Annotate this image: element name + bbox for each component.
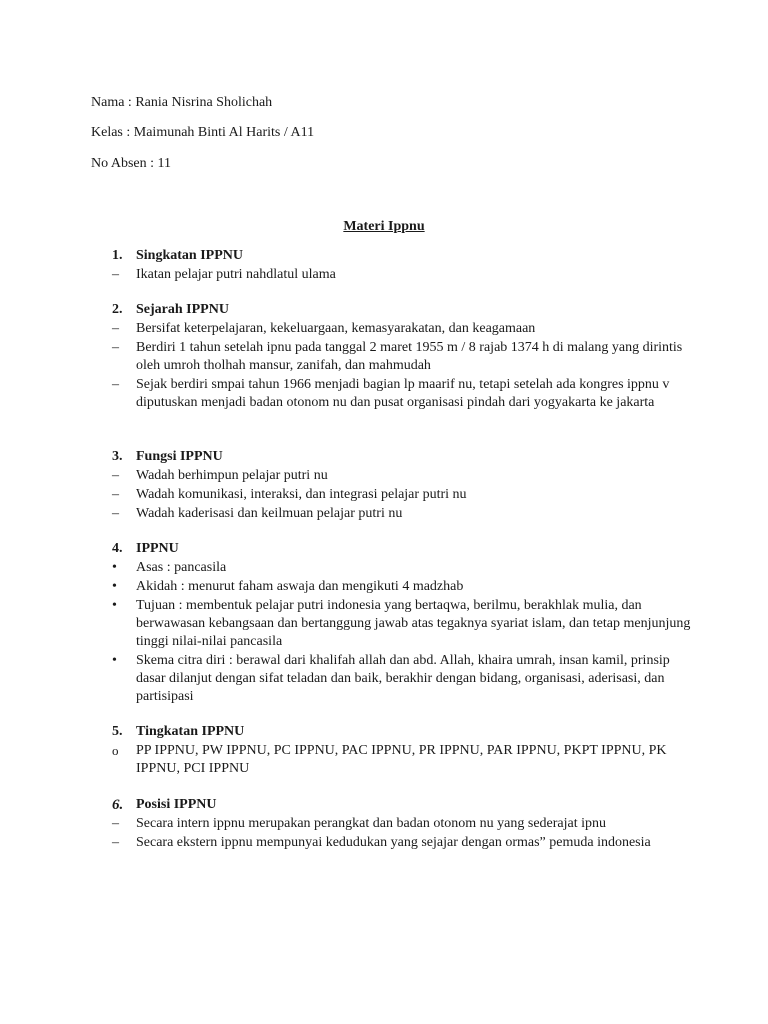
list-item: • Skema citra diri : berawal dari khalifah allah dan abd. Allah, khaira umrah, insan kamil, prinsip dasar dilanjut dengan sifat teladan dan baik, berakhir dengan bidang, organisasi, aderisasi, dan partisipasi [112, 652, 702, 706]
student-absence-number: No Absen : 11 [91, 156, 171, 171]
section-number: 2. [112, 302, 123, 317]
section-fungsi [112, 448, 702, 524]
dash-marker [112, 467, 128, 485]
circle-marker [112, 742, 128, 761]
list-item: – Wadah komunikasi, interaksi, dan integrasi pelajar putri nu [112, 486, 702, 504]
student-class: Kelas : Maimunah Binti Al Harits / A11 [91, 125, 315, 140]
dash-marker [112, 376, 128, 394]
dash-marker [112, 834, 128, 852]
list-item: – Wadah berhimpun pelajar putri nu [112, 467, 702, 485]
section-number: 3. [112, 449, 123, 464]
section-title: IPPNU [136, 541, 179, 556]
list-item: • Akidah : menurut faham aswaja dan mengikuti 4 madzhab [112, 578, 702, 596]
section-title: Tingkatan IPPNU [136, 724, 245, 739]
section-heading [112, 247, 702, 265]
section-number: 6. [112, 797, 124, 813]
list-item: – Berdiri 1 tahun setelah ipnu pada tanggal 2 maret 1955 m / 8 rajab 1374 h di malang yang dirintis oleh umroh tholhah mansur, zanifah, dan mahmudah [112, 339, 702, 375]
section-number: 5. [112, 724, 123, 739]
list-item: o PP IPPNU, PW IPPNU, PC IPPNU, PAC IPPNU, PR IPPNU, PAR IPPNU, PKPT IPPNU, PK IPPNU, PCI IPPNU [112, 742, 702, 778]
section-heading [112, 796, 702, 814]
list-item: – Ikatan pelajar putri nahdlatul ulama [112, 266, 702, 284]
document-title: Materi Ippnu [343, 219, 425, 234]
dash-marker [112, 815, 128, 833]
student-name: Nama : Rania Nisrina Sholichah [91, 95, 273, 110]
section-title: Posisi IPPNU [136, 797, 217, 812]
dash-marker [112, 266, 128, 284]
list-item: • Asas : pancasila [112, 559, 702, 577]
bullet-marker [112, 559, 128, 577]
section-heading [112, 540, 702, 558]
section-heading [112, 723, 702, 741]
dash-marker [112, 505, 128, 523]
list-item: – Sejak berdiri smpai tahun 1966 menjadi bagian lp maarif nu, tetapi setelah ada kongres ippnu v diputuskan menjadi badan otonom nu dan pusat organisasi pindah dari yogyakarta ke jakarta [112, 376, 702, 412]
section-title: Sejarah IPPNU [136, 302, 229, 317]
list-item: • Tujuan : membentuk pelajar putri indonesia yang bertaqwa, berilmu, berakhlak mulia, dan berwawasan kebangsaan dan bertanggung jawab atas tegaknya syariat islam, dan tetap menjunjung tinggi nilai-nilai pancasila [112, 597, 702, 651]
list-item: – Secara intern ippnu merupakan perangkat dan badan otonom nu yang sederajat ipnu [112, 815, 702, 833]
section-title: Fungsi IPPNU [136, 449, 223, 464]
bullet-marker [112, 652, 128, 670]
section-posisi [112, 796, 702, 853]
section-number: 1. [112, 248, 123, 263]
list-item: – Secara ekstern ippnu mempunyai kedudukan yang sejajar dengan ormas” pemuda indonesia [112, 834, 702, 852]
dash-marker [112, 320, 128, 338]
section-number: 4. [112, 541, 123, 556]
section-heading [112, 448, 702, 466]
section-sejarah [112, 301, 702, 413]
bullet-marker [112, 597, 128, 615]
list-item: – Bersifat keterpelajaran, kekeluargaan, kemasyarakatan, dan keagamaan [112, 320, 702, 338]
section-singkatan [112, 247, 702, 285]
section-ippnu [112, 540, 702, 707]
section-heading [112, 301, 702, 319]
dash-marker [112, 486, 128, 504]
bullet-marker [112, 578, 128, 596]
list-item: – Wadah kaderisasi dan keilmuan pelajar putri nu [112, 505, 702, 523]
dash-marker [112, 339, 128, 357]
section-title: Singkatan IPPNU [136, 248, 243, 263]
section-tingkatan [112, 723, 702, 779]
